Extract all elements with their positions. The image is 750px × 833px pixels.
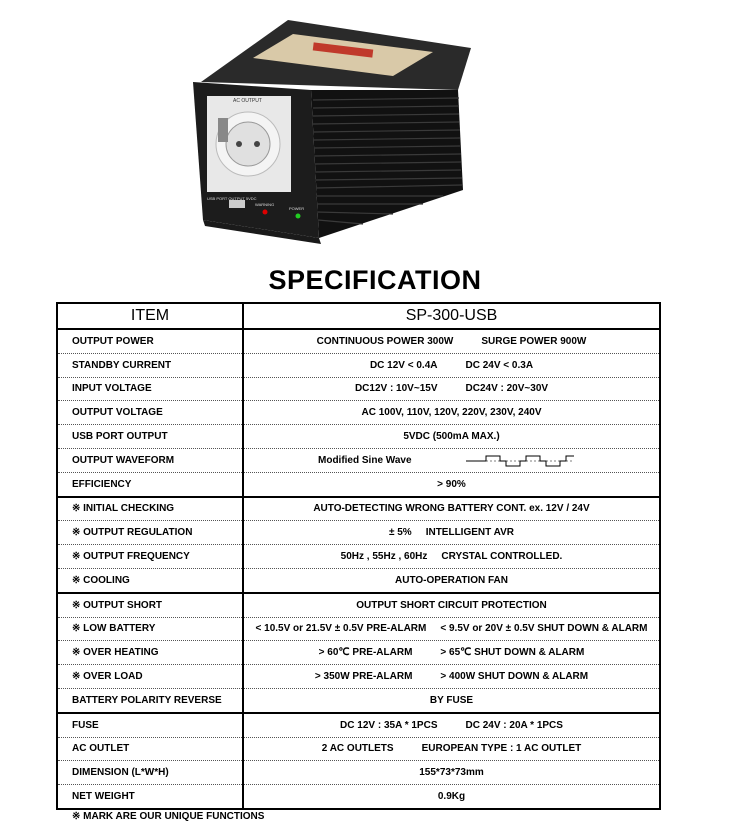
row-value: < 10.5V or 21.5V ± 0.5V PRE-ALARM < 9.5V or 20V ± 0.5V SHUT DOWN & ALARM xyxy=(243,617,660,641)
table-row xyxy=(57,521,660,545)
table-row xyxy=(57,377,660,401)
spec-table xyxy=(56,302,661,810)
row-value: AUTO-OPERATION FAN xyxy=(243,568,660,592)
table-row xyxy=(57,472,660,496)
table-row xyxy=(57,353,660,377)
row-value: AUTO-DETECTING WRONG BATTERY CONT. ex. 12V / 24V xyxy=(243,497,660,521)
table-row xyxy=(57,497,660,521)
row-label: ※ OUTPUT FREQUENCY xyxy=(57,545,243,569)
row-label: OUTPUT POWER xyxy=(57,329,243,353)
table-row xyxy=(57,568,660,592)
row-label: ※ OVER HEATING xyxy=(57,641,243,665)
table-row xyxy=(57,761,660,785)
product-photo xyxy=(193,20,473,250)
row-value: > 90% xyxy=(243,472,660,496)
row-label: OUTPUT VOLTAGE xyxy=(57,401,243,425)
row-label: ※ INITIAL CHECKING xyxy=(57,497,243,521)
row-label: ※ LOW BATTERY xyxy=(57,617,243,641)
column-header-item: ITEM xyxy=(57,303,243,329)
row-label: NET WEIGHT xyxy=(57,785,243,809)
row-value xyxy=(243,448,660,472)
row-value: OUTPUT SHORT CIRCUIT PROTECTION xyxy=(243,593,660,617)
row-value: CONTINUOUS POWER 300W SURGE POWER 900W xyxy=(243,329,660,353)
row-label: ※ OVER LOAD xyxy=(57,665,243,689)
table-row xyxy=(57,401,660,425)
table-row xyxy=(57,329,660,353)
waveform-label: Modified Sine Wave xyxy=(318,454,412,466)
row-label: EFFICIENCY xyxy=(57,472,243,496)
row-label: FUSE xyxy=(57,713,243,737)
table-row xyxy=(57,785,660,809)
row-label: ※ OUTPUT REGULATION xyxy=(57,521,243,545)
table-row xyxy=(57,593,660,617)
row-value: 155*73*73mm xyxy=(243,761,660,785)
table-row xyxy=(57,688,660,712)
table-row xyxy=(57,641,660,665)
table-row xyxy=(57,448,660,472)
row-label: OUTPUT WAVEFORM xyxy=(57,448,243,472)
row-value: DC12V : 10V~15V DC24V : 20V~30V xyxy=(243,377,660,401)
table-row xyxy=(57,545,660,569)
row-label: INPUT VOLTAGE xyxy=(57,377,243,401)
svg-text:POWER: POWER xyxy=(289,206,305,211)
svg-text:WARNING: WARNING xyxy=(255,202,275,207)
row-value: BY FUSE xyxy=(243,688,660,712)
row-value: 2 AC OUTLETS EUROPEAN TYPE : 1 AC OUTLET xyxy=(243,737,660,761)
table-row xyxy=(57,425,660,449)
footnote: ※ MARK ARE OUR UNIQUE FUNCTIONS xyxy=(72,811,265,822)
row-label: ※ COOLING xyxy=(57,568,243,592)
row-label: DIMENSION (L*W*H) xyxy=(57,761,243,785)
row-value: DC 12V < 0.4A DC 24V < 0.3A xyxy=(243,353,660,377)
row-value: DC 12V : 35A * 1PCS DC 24V : 20A * 1PCS xyxy=(243,713,660,737)
row-label: ※ OUTPUT SHORT xyxy=(57,593,243,617)
table-row xyxy=(57,737,660,761)
svg-text:USB PORT OUTPUT 5VDC: USB PORT OUTPUT 5VDC xyxy=(207,196,257,201)
column-header-model: SP-300-USB xyxy=(243,303,660,329)
power-inverter-image xyxy=(193,20,473,250)
modified-sine-wave-icon xyxy=(466,453,576,469)
row-value: 5VDC (500mA MAX.) xyxy=(243,425,660,449)
table-row xyxy=(57,713,660,737)
row-value: AC 100V, 110V, 120V, 220V, 230V, 240V xyxy=(243,401,660,425)
page-title: SPECIFICATION xyxy=(268,265,482,295)
table-header-row xyxy=(57,303,660,329)
row-value: > 350W PRE-ALARM > 400W SHUT DOWN & ALARM xyxy=(243,665,660,689)
row-value: 50Hz , 55Hz , 60Hz CRYSTAL CONTROLLED. xyxy=(243,545,660,569)
row-value: ± 5% INTELLIGENT AVR xyxy=(243,521,660,545)
row-label: BATTERY POLARITY REVERSE xyxy=(57,688,243,712)
row-value: 0.9Kg xyxy=(437,791,466,803)
table-row xyxy=(57,617,660,641)
row-label: USB PORT OUTPUT xyxy=(57,425,243,449)
svg-text:AC OUTPUT: AC OUTPUT xyxy=(233,98,262,104)
row-value: > 60℃ PRE-ALARM > 65℃ SHUT DOWN & ALARM xyxy=(243,641,660,665)
table-row xyxy=(57,665,660,689)
row-label: STANDBY CURRENT xyxy=(57,353,243,377)
row-label: AC OUTLET xyxy=(57,737,243,761)
